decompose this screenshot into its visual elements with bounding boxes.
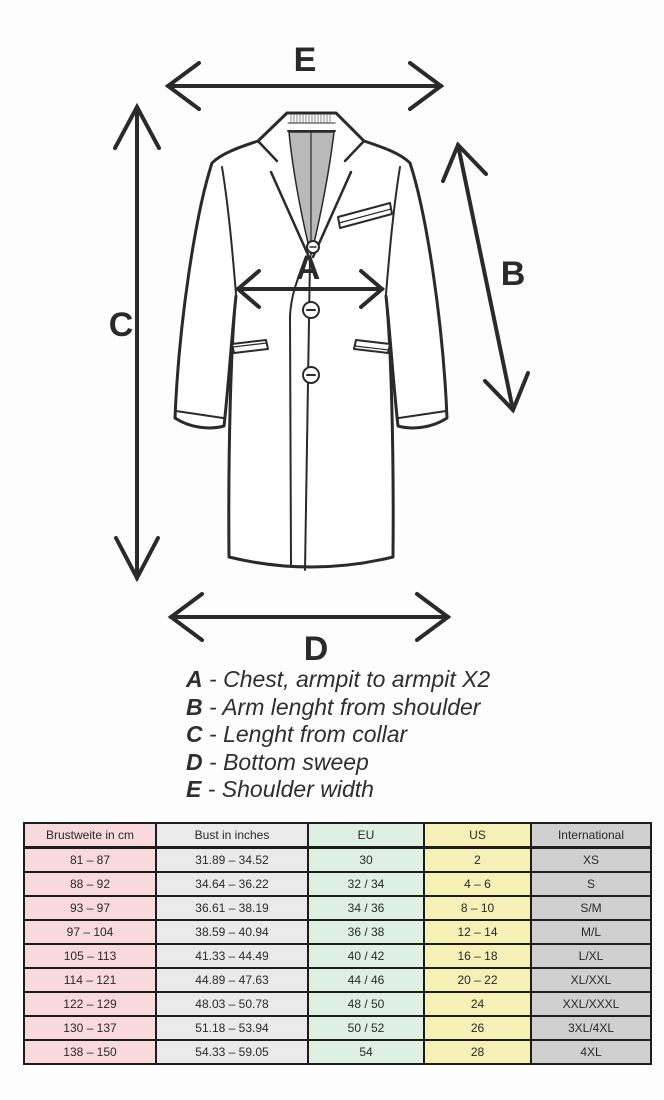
legend-separator: - <box>201 776 222 803</box>
table-cell: 97 – 104 <box>24 920 156 944</box>
size-chart-table <box>23 822 652 1065</box>
table-cell: 88 – 92 <box>24 872 156 896</box>
table-cell: 31.89 – 34.52 <box>156 848 308 873</box>
column-header: International <box>531 823 651 848</box>
label-d: D <box>303 630 329 660</box>
legend-text: Lenght from collar <box>223 721 408 748</box>
table-cell: 34 / 36 <box>308 896 424 920</box>
table-cell: 38.59 – 40.94 <box>156 920 308 944</box>
header-row <box>24 823 651 848</box>
table-cell: 8 – 10 <box>424 896 531 920</box>
legend-separator: - <box>202 666 224 692</box>
legend-item <box>186 776 490 804</box>
legend-item <box>186 721 490 749</box>
table-cell: 28 <box>424 1040 531 1064</box>
legend-item <box>186 749 490 777</box>
table-row <box>24 920 651 944</box>
table-cell: 130 – 137 <box>24 1016 156 1040</box>
legend-separator: - <box>202 721 224 748</box>
label-a: A <box>295 249 321 287</box>
size-chart-body <box>24 848 651 1065</box>
column-header: US <box>424 823 531 848</box>
table-cell: 16 – 18 <box>424 944 531 968</box>
table-row <box>24 872 651 896</box>
table-cell: 26 <box>424 1016 531 1040</box>
table-cell: 40 / 42 <box>308 944 424 968</box>
table-cell: 36 / 38 <box>308 920 424 944</box>
table-cell: 34.64 – 36.22 <box>156 872 308 896</box>
legend-key: A <box>186 666 203 692</box>
legend-text: Arm lenght from shoulder <box>222 693 481 720</box>
legend-key: B <box>186 693 203 720</box>
table-cell: 48.03 – 50.78 <box>156 992 308 1016</box>
legend-text: Bottom sweep <box>223 748 369 775</box>
table-cell: S <box>531 872 651 896</box>
table-row <box>24 992 651 1016</box>
legend-key: E <box>186 776 202 803</box>
table-cell: 50 / 52 <box>308 1016 424 1040</box>
legend-separator: - <box>202 693 223 720</box>
table-cell: M/L <box>531 920 651 944</box>
table-row <box>24 1040 651 1064</box>
table-cell: XXL/XXXL <box>531 992 651 1016</box>
column-header: EU <box>308 823 424 848</box>
table-cell: 114 – 121 <box>24 968 156 992</box>
table-cell: XL/XXL <box>531 968 651 992</box>
label-c: C <box>108 306 134 344</box>
table-row <box>24 1016 651 1040</box>
table-cell: 30 <box>308 848 424 873</box>
table-cell: 93 – 97 <box>24 896 156 920</box>
legend-item <box>186 666 490 694</box>
column-header: Brustweite in cm <box>24 823 156 848</box>
legend-key: C <box>186 721 203 748</box>
table-cell: 2 <box>424 848 531 873</box>
legend-text: Chest, armpit to armpit X2 <box>223 666 491 692</box>
table-row <box>24 896 651 920</box>
legend-separator: - <box>202 748 224 775</box>
table-row <box>24 944 651 968</box>
table-cell: 24 <box>424 992 531 1016</box>
table-cell: 4 – 6 <box>424 872 531 896</box>
table-row <box>24 968 651 992</box>
coat-drawing <box>175 113 447 570</box>
legend-text: Shoulder width <box>221 776 374 803</box>
table-cell: 138 – 150 <box>24 1040 156 1064</box>
table-cell: 36.61 – 38.19 <box>156 896 308 920</box>
table-cell: 32 / 34 <box>308 872 424 896</box>
table-cell: 3XL/4XL <box>531 1016 651 1040</box>
table-cell: 48 / 50 <box>308 992 424 1016</box>
legend-key: D <box>186 748 203 775</box>
table-cell: 4XL <box>531 1040 651 1064</box>
size-table-section <box>23 822 652 1065</box>
table-cell: 12 – 14 <box>424 920 531 944</box>
measurement-legend <box>186 666 490 804</box>
label-b: B <box>500 255 526 293</box>
table-cell: L/XL <box>531 944 651 968</box>
table-cell: 51.18 – 53.94 <box>156 1016 308 1040</box>
table-cell: XS <box>531 848 651 873</box>
table-cell: 44.89 – 47.63 <box>156 968 308 992</box>
table-cell: 122 – 129 <box>24 992 156 1016</box>
table-row <box>24 848 651 873</box>
table-cell: 44 / 46 <box>308 968 424 992</box>
column-header: Bust in inches <box>156 823 308 848</box>
table-cell: 20 – 22 <box>424 968 531 992</box>
table-cell: 41.33 – 44.49 <box>156 944 308 968</box>
table-cell: 81 – 87 <box>24 848 156 873</box>
label-e: E <box>293 41 317 79</box>
table-cell: 54 <box>308 1040 424 1064</box>
table-cell: 105 – 113 <box>24 944 156 968</box>
legend-item <box>186 694 490 722</box>
table-cell: 54.33 – 59.05 <box>156 1040 308 1064</box>
table-cell: S/M <box>531 896 651 920</box>
